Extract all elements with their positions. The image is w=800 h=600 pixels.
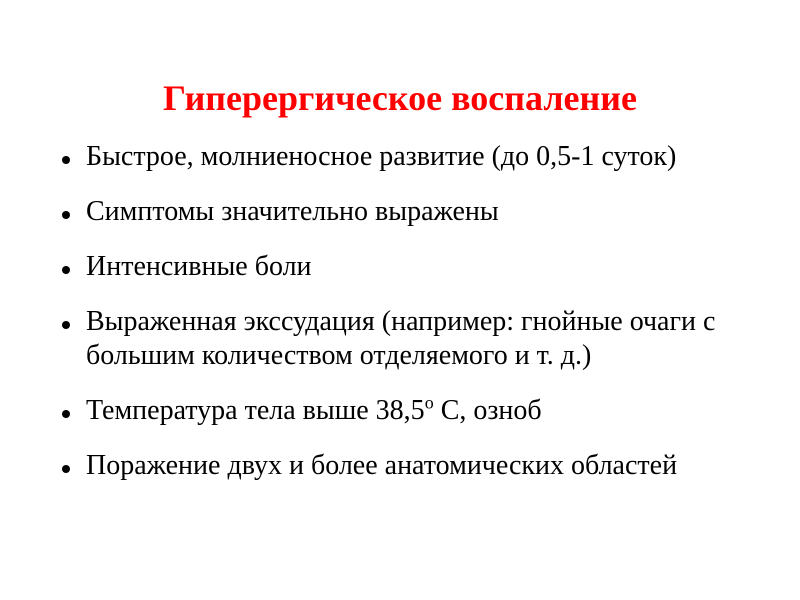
temperature-text: Температура тела выше 38,5 xyxy=(86,395,425,426)
bullet-icon xyxy=(62,156,70,164)
bullet-text: Поражение двух и более анатомических областей xyxy=(86,450,678,481)
bullet-text xyxy=(86,392,542,426)
slide-title: Гиперергическое воспаление xyxy=(163,78,637,118)
bullet-icon xyxy=(62,266,70,274)
degree-superscript: о xyxy=(424,392,434,413)
list-item xyxy=(62,305,752,373)
bullet-text: Интенсивные боли xyxy=(86,251,312,282)
list-item xyxy=(62,140,752,174)
bullet-icon xyxy=(62,465,70,473)
list-item xyxy=(62,394,752,428)
bullet-text: Симптомы значительно выражены xyxy=(86,196,499,227)
bullet-icon xyxy=(62,211,70,219)
bullet-text: Выраженная экссудация (например: гнойные очаги с большим количеством отделяемого и т. д.) xyxy=(86,306,716,371)
bullet-list xyxy=(62,140,752,483)
list-item xyxy=(62,250,752,284)
bullet-icon xyxy=(62,321,70,329)
bullet-text: Быстрое, молниеносное развитие (до 0,5-1 суток) xyxy=(86,141,677,172)
bullet-icon xyxy=(62,410,70,418)
temperature-unit-text: С, озноб xyxy=(433,395,542,426)
list-item xyxy=(62,449,752,483)
list-item xyxy=(62,195,752,229)
